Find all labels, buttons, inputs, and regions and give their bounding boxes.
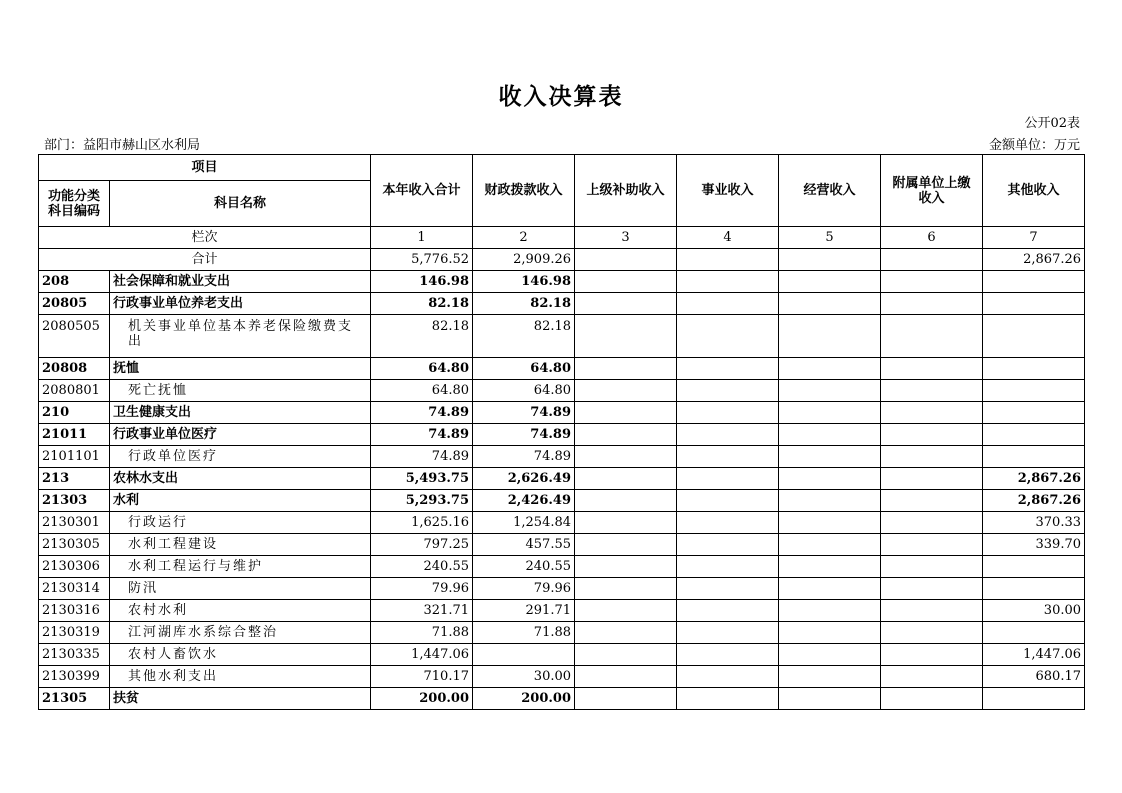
table-row bbox=[39, 688, 1085, 710]
row-value bbox=[575, 293, 677, 315]
row-value bbox=[881, 315, 983, 358]
header-name: 科目名称 bbox=[110, 181, 371, 227]
column-index-cell: 4 bbox=[677, 227, 779, 249]
row-value bbox=[575, 468, 677, 490]
row-name: 死亡抚恤 bbox=[110, 380, 371, 402]
row-code: 20805 bbox=[39, 293, 110, 315]
row-value: 240.55 bbox=[371, 556, 473, 578]
row-value bbox=[677, 556, 779, 578]
row-name: 江河湖库水系综合整治 bbox=[110, 622, 371, 644]
header-project: 项目 bbox=[39, 155, 371, 181]
row-value: 1,254.84 bbox=[473, 512, 575, 534]
row-value bbox=[983, 402, 1085, 424]
row-code: 2130316 bbox=[39, 600, 110, 622]
row-value: 82.18 bbox=[371, 293, 473, 315]
row-value bbox=[575, 622, 677, 644]
row-code: 208 bbox=[39, 271, 110, 293]
table-row bbox=[39, 402, 1085, 424]
row-value bbox=[881, 666, 983, 688]
row-value bbox=[677, 512, 779, 534]
row-code: 2130399 bbox=[39, 666, 110, 688]
row-value bbox=[779, 271, 881, 293]
row-code: 2080801 bbox=[39, 380, 110, 402]
table-row bbox=[39, 380, 1085, 402]
table-row bbox=[39, 271, 1085, 293]
row-value: 82.18 bbox=[371, 315, 473, 358]
row-value: 64.80 bbox=[473, 380, 575, 402]
row-value bbox=[881, 556, 983, 578]
row-value bbox=[779, 666, 881, 688]
header-col-3: 上级补助收入 bbox=[575, 155, 677, 227]
row-value bbox=[677, 534, 779, 556]
column-index-cell: 1 bbox=[371, 227, 473, 249]
header-col-6: 附属单位上缴收入 bbox=[881, 155, 983, 227]
row-name: 农林水支出 bbox=[110, 468, 371, 490]
department-label: 部门：益阳市赫山区水利局 bbox=[44, 138, 201, 153]
row-value bbox=[983, 358, 1085, 380]
header-col-4: 事业收入 bbox=[677, 155, 779, 227]
row-value bbox=[677, 688, 779, 710]
row-value: 64.80 bbox=[371, 380, 473, 402]
column-index-cell: 7 bbox=[983, 227, 1085, 249]
total-label: 合计 bbox=[39, 249, 371, 271]
row-value: 457.55 bbox=[473, 534, 575, 556]
row-name: 水利工程运行与维护 bbox=[110, 556, 371, 578]
header-code: 功能分类科目编码 bbox=[39, 181, 110, 227]
row-value bbox=[677, 402, 779, 424]
table-row bbox=[39, 424, 1085, 446]
row-value: 240.55 bbox=[473, 556, 575, 578]
row-value bbox=[881, 293, 983, 315]
row-value: 5,493.75 bbox=[371, 468, 473, 490]
row-value: 2,867.26 bbox=[983, 490, 1085, 512]
row-name: 农村人畜饮水 bbox=[110, 644, 371, 666]
row-name: 抚恤 bbox=[110, 358, 371, 380]
row-value bbox=[677, 644, 779, 666]
row-code: 213 bbox=[39, 468, 110, 490]
table-row bbox=[39, 534, 1085, 556]
row-value bbox=[677, 468, 779, 490]
row-value bbox=[575, 534, 677, 556]
row-value bbox=[779, 644, 881, 666]
row-value bbox=[779, 446, 881, 468]
row-code: 2101101 bbox=[39, 446, 110, 468]
page-title: 收入决算表 bbox=[498, 84, 624, 110]
column-index-label: 栏次 bbox=[39, 227, 371, 249]
header-col-2: 财政拨款收入 bbox=[473, 155, 575, 227]
total-cell bbox=[779, 249, 881, 271]
row-name: 扶贫 bbox=[110, 688, 371, 710]
row-value bbox=[677, 358, 779, 380]
row-name: 防汛 bbox=[110, 578, 371, 600]
row-value: 74.89 bbox=[371, 424, 473, 446]
column-index-cell: 2 bbox=[473, 227, 575, 249]
row-value bbox=[983, 424, 1085, 446]
row-value bbox=[473, 644, 575, 666]
row-value bbox=[779, 315, 881, 358]
row-value: 64.80 bbox=[473, 358, 575, 380]
row-value bbox=[881, 644, 983, 666]
row-value bbox=[881, 490, 983, 512]
row-value bbox=[779, 490, 881, 512]
row-value bbox=[677, 622, 779, 644]
row-value: 30.00 bbox=[473, 666, 575, 688]
row-name: 行政事业单位医疗 bbox=[110, 424, 371, 446]
row-value: 146.98 bbox=[473, 271, 575, 293]
row-value: 64.80 bbox=[371, 358, 473, 380]
row-value bbox=[677, 424, 779, 446]
row-value bbox=[779, 512, 881, 534]
row-name: 农村水利 bbox=[110, 600, 371, 622]
row-code: 2130301 bbox=[39, 512, 110, 534]
row-code: 2130319 bbox=[39, 622, 110, 644]
column-index-cell: 3 bbox=[575, 227, 677, 249]
row-value bbox=[779, 622, 881, 644]
total-cell: 5,776.52 bbox=[371, 249, 473, 271]
row-value: 339.70 bbox=[983, 534, 1085, 556]
row-value bbox=[983, 556, 1085, 578]
total-cell: 2,867.26 bbox=[983, 249, 1085, 271]
row-value bbox=[779, 688, 881, 710]
row-code: 210 bbox=[39, 402, 110, 424]
total-cell: 2,909.26 bbox=[473, 249, 575, 271]
table-row bbox=[39, 666, 1085, 688]
table-row bbox=[39, 556, 1085, 578]
table-row bbox=[39, 315, 1085, 358]
table-row bbox=[39, 512, 1085, 534]
row-value: 680.17 bbox=[983, 666, 1085, 688]
row-code: 2130335 bbox=[39, 644, 110, 666]
row-value bbox=[881, 424, 983, 446]
table-row bbox=[39, 358, 1085, 380]
row-value bbox=[881, 578, 983, 600]
row-value bbox=[575, 688, 677, 710]
row-code: 21303 bbox=[39, 490, 110, 512]
income-table bbox=[38, 154, 1085, 710]
row-value bbox=[575, 644, 677, 666]
row-value bbox=[677, 315, 779, 358]
row-value bbox=[575, 446, 677, 468]
row-code: 2130314 bbox=[39, 578, 110, 600]
row-value bbox=[881, 512, 983, 534]
table-row bbox=[39, 644, 1085, 666]
row-value: 74.89 bbox=[473, 424, 575, 446]
row-value bbox=[677, 380, 779, 402]
row-value bbox=[983, 315, 1085, 358]
row-code: 21011 bbox=[39, 424, 110, 446]
row-value bbox=[779, 578, 881, 600]
row-value: 370.33 bbox=[983, 512, 1085, 534]
row-name: 其他水利支出 bbox=[110, 666, 371, 688]
row-value bbox=[677, 293, 779, 315]
table-row bbox=[39, 293, 1085, 315]
header-col-7: 其他收入 bbox=[983, 155, 1085, 227]
row-value: 71.88 bbox=[473, 622, 575, 644]
row-value bbox=[575, 358, 677, 380]
row-code: 2080505 bbox=[39, 315, 110, 358]
row-value bbox=[779, 424, 881, 446]
row-value: 82.18 bbox=[473, 293, 575, 315]
row-value bbox=[983, 688, 1085, 710]
row-value: 5,293.75 bbox=[371, 490, 473, 512]
row-value: 79.96 bbox=[473, 578, 575, 600]
row-value bbox=[677, 578, 779, 600]
row-value bbox=[881, 402, 983, 424]
row-value bbox=[575, 578, 677, 600]
row-value: 74.89 bbox=[371, 446, 473, 468]
row-value: 1,625.16 bbox=[371, 512, 473, 534]
row-value bbox=[779, 402, 881, 424]
row-value: 146.98 bbox=[371, 271, 473, 293]
row-value bbox=[881, 534, 983, 556]
row-value: 200.00 bbox=[371, 688, 473, 710]
row-value bbox=[575, 512, 677, 534]
form-code: 公开02表 bbox=[1024, 116, 1080, 131]
header-col-5: 经营收入 bbox=[779, 155, 881, 227]
row-value: 1,447.06 bbox=[371, 644, 473, 666]
row-value: 321.71 bbox=[371, 600, 473, 622]
row-code: 21305 bbox=[39, 688, 110, 710]
row-value: 74.89 bbox=[473, 446, 575, 468]
row-value: 79.96 bbox=[371, 578, 473, 600]
row-value: 2,626.49 bbox=[473, 468, 575, 490]
row-value bbox=[983, 446, 1085, 468]
row-value bbox=[881, 622, 983, 644]
table-row bbox=[39, 468, 1085, 490]
table-row bbox=[39, 622, 1085, 644]
table-row bbox=[39, 578, 1085, 600]
row-value bbox=[779, 358, 881, 380]
row-value bbox=[575, 600, 677, 622]
total-cell bbox=[575, 249, 677, 271]
row-value bbox=[983, 293, 1085, 315]
row-value bbox=[677, 446, 779, 468]
row-value bbox=[779, 380, 881, 402]
row-name: 行政事业单位养老支出 bbox=[110, 293, 371, 315]
row-value bbox=[881, 600, 983, 622]
row-value bbox=[779, 556, 881, 578]
row-value bbox=[677, 271, 779, 293]
row-value bbox=[881, 271, 983, 293]
row-value bbox=[779, 534, 881, 556]
row-value bbox=[983, 622, 1085, 644]
row-name: 行政单位医疗 bbox=[110, 446, 371, 468]
row-code: 2130306 bbox=[39, 556, 110, 578]
row-value bbox=[881, 446, 983, 468]
row-value: 797.25 bbox=[371, 534, 473, 556]
total-cell bbox=[881, 249, 983, 271]
row-value bbox=[575, 380, 677, 402]
row-value bbox=[575, 424, 677, 446]
total-cell bbox=[677, 249, 779, 271]
row-name: 机关事业单位基本养老保险缴费支出 bbox=[110, 315, 371, 358]
row-value: 710.17 bbox=[371, 666, 473, 688]
row-value bbox=[779, 293, 881, 315]
row-name: 行政运行 bbox=[110, 512, 371, 534]
row-code: 2130305 bbox=[39, 534, 110, 556]
unit-label: 金额单位：万元 bbox=[988, 138, 1080, 153]
row-value: 291.71 bbox=[473, 600, 575, 622]
row-value bbox=[983, 271, 1085, 293]
row-value: 74.89 bbox=[371, 402, 473, 424]
row-code: 20808 bbox=[39, 358, 110, 380]
row-value: 2,867.26 bbox=[983, 468, 1085, 490]
row-value bbox=[983, 380, 1085, 402]
row-value bbox=[983, 578, 1085, 600]
row-value bbox=[677, 600, 779, 622]
row-value bbox=[677, 490, 779, 512]
row-value: 200.00 bbox=[473, 688, 575, 710]
row-value bbox=[575, 556, 677, 578]
row-value bbox=[575, 666, 677, 688]
table-row bbox=[39, 600, 1085, 622]
row-value: 1,447.06 bbox=[983, 644, 1085, 666]
row-value bbox=[677, 666, 779, 688]
row-value bbox=[881, 380, 983, 402]
row-name: 水利工程建设 bbox=[110, 534, 371, 556]
row-value bbox=[881, 688, 983, 710]
row-value bbox=[575, 315, 677, 358]
header-col-1: 本年收入合计 bbox=[371, 155, 473, 227]
table-row bbox=[39, 490, 1085, 512]
row-value: 82.18 bbox=[473, 315, 575, 358]
row-value: 74.89 bbox=[473, 402, 575, 424]
row-value bbox=[881, 468, 983, 490]
column-index-cell: 5 bbox=[779, 227, 881, 249]
row-value: 30.00 bbox=[983, 600, 1085, 622]
row-value: 71.88 bbox=[371, 622, 473, 644]
row-value: 2,426.49 bbox=[473, 490, 575, 512]
row-value bbox=[575, 402, 677, 424]
row-name: 社会保障和就业支出 bbox=[110, 271, 371, 293]
row-name: 水利 bbox=[110, 490, 371, 512]
row-value bbox=[779, 468, 881, 490]
row-name: 卫生健康支出 bbox=[110, 402, 371, 424]
row-value bbox=[575, 490, 677, 512]
row-value bbox=[881, 358, 983, 380]
row-value bbox=[575, 271, 677, 293]
column-index-cell: 6 bbox=[881, 227, 983, 249]
row-value bbox=[779, 600, 881, 622]
table-row bbox=[39, 446, 1085, 468]
